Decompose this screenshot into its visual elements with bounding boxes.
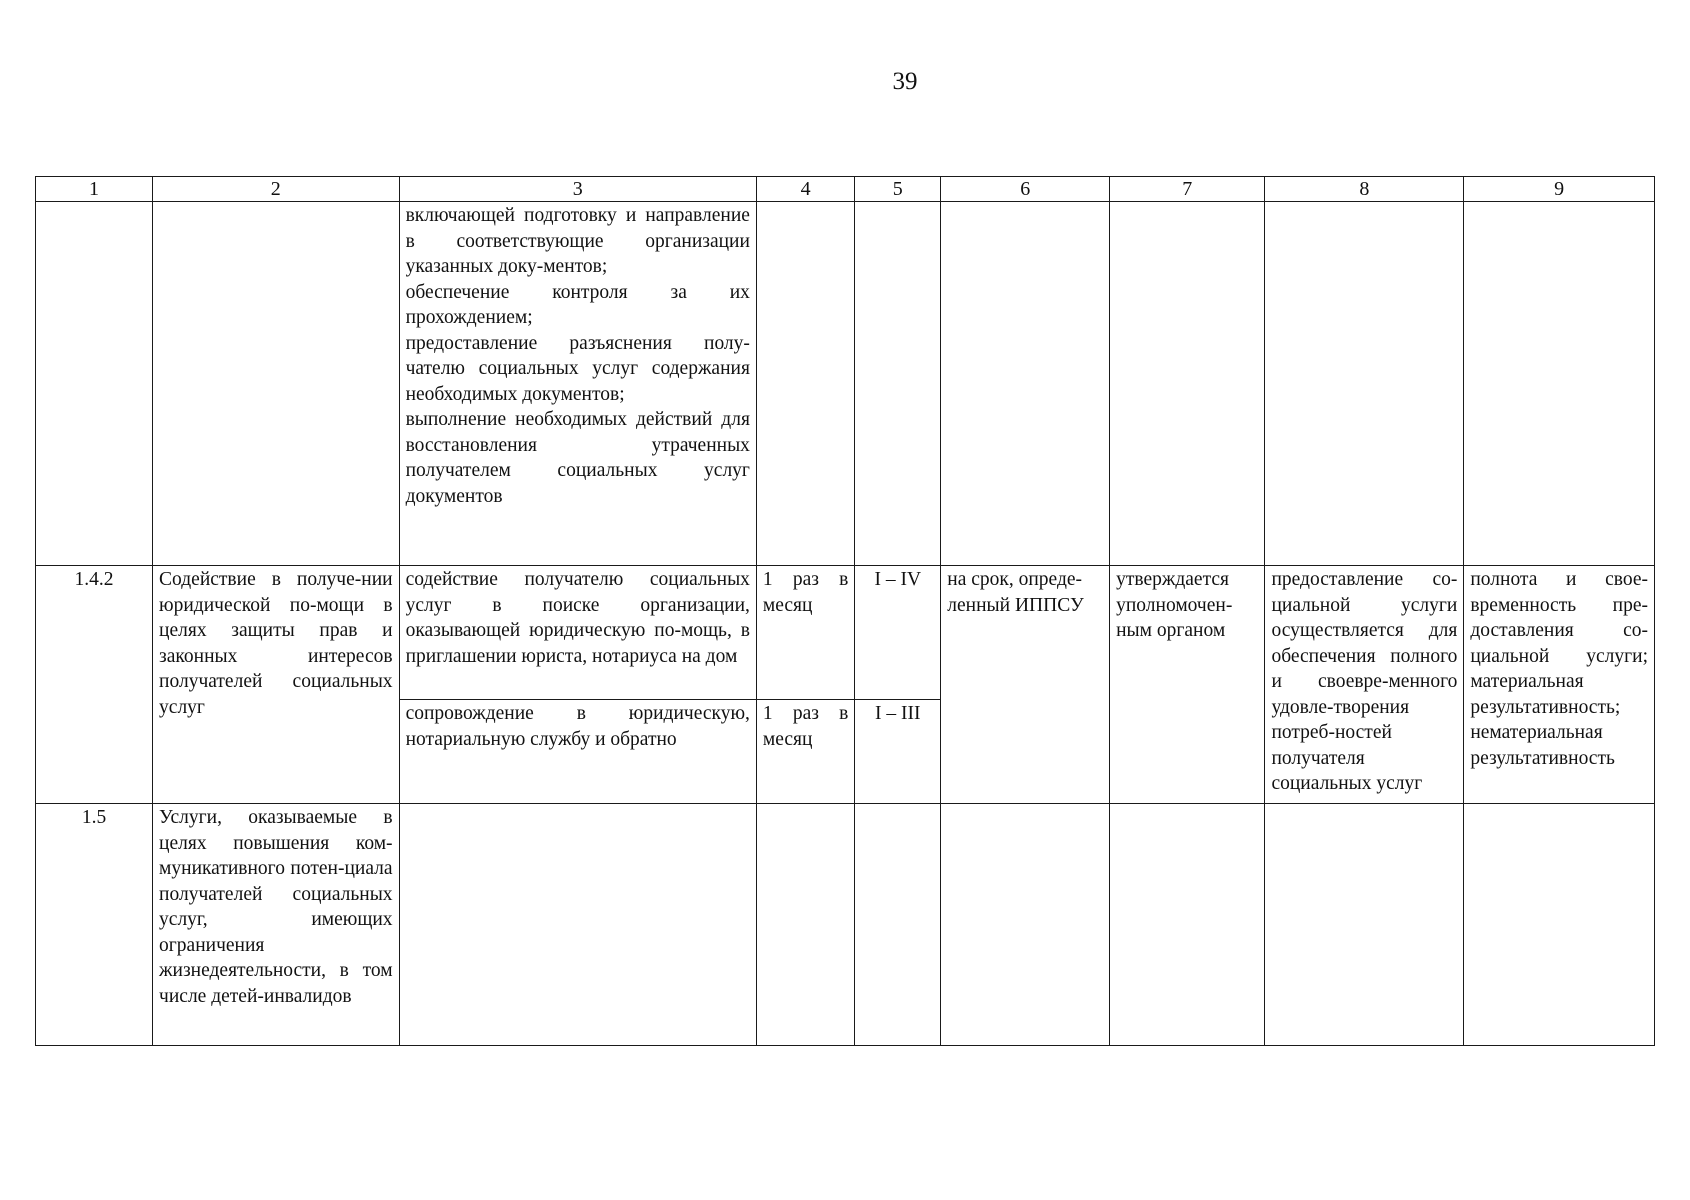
row-1-4-2-indicators: полнота и свое-временность пре-доставления со-циальной услуги; материальная результативность; нематериальная результативность <box>1464 566 1655 804</box>
continuation-row <box>36 202 1655 566</box>
cont-cell-7 <box>1110 202 1265 566</box>
cont-description-line-1: включающей подготовку и направление в соответствующие организации указанных доку-ментов; <box>405 205 750 277</box>
row-1-4-2-sub2-description: сопровождение в юридическую, нотариальную службу и обратно <box>399 700 756 804</box>
cont-description-line-4: выполнение необходимых действий для восстановления утраченных получателем социальных услуг документов <box>405 409 750 507</box>
row-1-4-2-sub1-frequency: 1 раз в месяц <box>756 566 854 700</box>
header-cell-4: 4 <box>756 177 854 202</box>
header-cell-8: 8 <box>1265 177 1464 202</box>
header-cell-2: 2 <box>153 177 400 202</box>
row-1-5-service-name: Услуги, оказываемые в целях повышения ком-муникативного потен-циала получателей социальных услуг, имеющих ограничения жизнедеятельности, в том числе детей-инвалидов <box>153 804 400 1046</box>
cont-cell-4 <box>756 202 854 566</box>
cont-cell-9 <box>1464 202 1655 566</box>
cont-cell-8 <box>1265 202 1464 566</box>
cont-cell-num <box>36 202 153 566</box>
row-1-5-number: 1.5 <box>36 804 153 1046</box>
header-cell-3: 3 <box>399 177 756 202</box>
header-cell-9: 9 <box>1464 177 1655 202</box>
row-1-5-cell-6 <box>941 804 1110 1046</box>
row-1-4-2-cost: утверждается уполномочен-ным органом <box>1110 566 1265 804</box>
row-1-5-cell-3 <box>399 804 756 1046</box>
cont-cell-description <box>399 202 756 566</box>
services-table <box>35 176 1655 1046</box>
row-1-5-cell-8 <box>1265 804 1464 1046</box>
cont-description-line-3: предоставление разъяснения полу-чателю социальных услуг содержания необходимых документов; <box>405 332 750 405</box>
row-1-4-2-service-name: Содействие в получе-нии юридической по-мощи в целях защиты прав и законных интересов получателей социальных услуг <box>153 566 400 804</box>
header-row <box>36 177 1655 202</box>
row-1-5-cell-4 <box>756 804 854 1046</box>
row-1-5 <box>36 804 1655 1046</box>
row-1-4-2-term: на срок, опреде-ленный ИППСУ <box>941 566 1110 804</box>
page-number: 39 <box>892 68 918 95</box>
row-1-5-cell-5 <box>855 804 941 1046</box>
row-1-4-2-sub1-groups: I – IV <box>855 566 941 700</box>
cont-cell-5 <box>855 202 941 566</box>
row-1-4-2-sub1-description: содействие получателю социальных услуг в поиске организации, оказывающей юридическую по-мощь, в приглашении юриста, нотариуса на дом <box>399 566 756 700</box>
header-cell-7: 7 <box>1110 177 1265 202</box>
row-1-4-2-conditions: предоставление со-циальной услуги осуществляется для обеспечения полного и своевре-менного удовле-творения потреб-ностей получателя социальных услуг <box>1265 566 1464 804</box>
row-1-4-2-number: 1.4.2 <box>36 566 153 804</box>
cont-cell-name <box>153 202 400 566</box>
row-1-5-cell-7 <box>1110 804 1265 1046</box>
row-1-5-cell-9 <box>1464 804 1655 1046</box>
row-1-4-2-sub2-groups: I – III <box>855 700 941 804</box>
header-cell-1: 1 <box>36 177 153 202</box>
row-1-4-2 <box>36 566 1655 700</box>
row-1-4-2-sub2-frequency: 1 раз в месяц <box>756 700 854 804</box>
cont-description-line-2: обеспечение контроля за их прохождением; <box>405 281 750 328</box>
header-cell-5: 5 <box>855 177 941 202</box>
cont-cell-6 <box>941 202 1110 566</box>
header-cell-6: 6 <box>941 177 1110 202</box>
